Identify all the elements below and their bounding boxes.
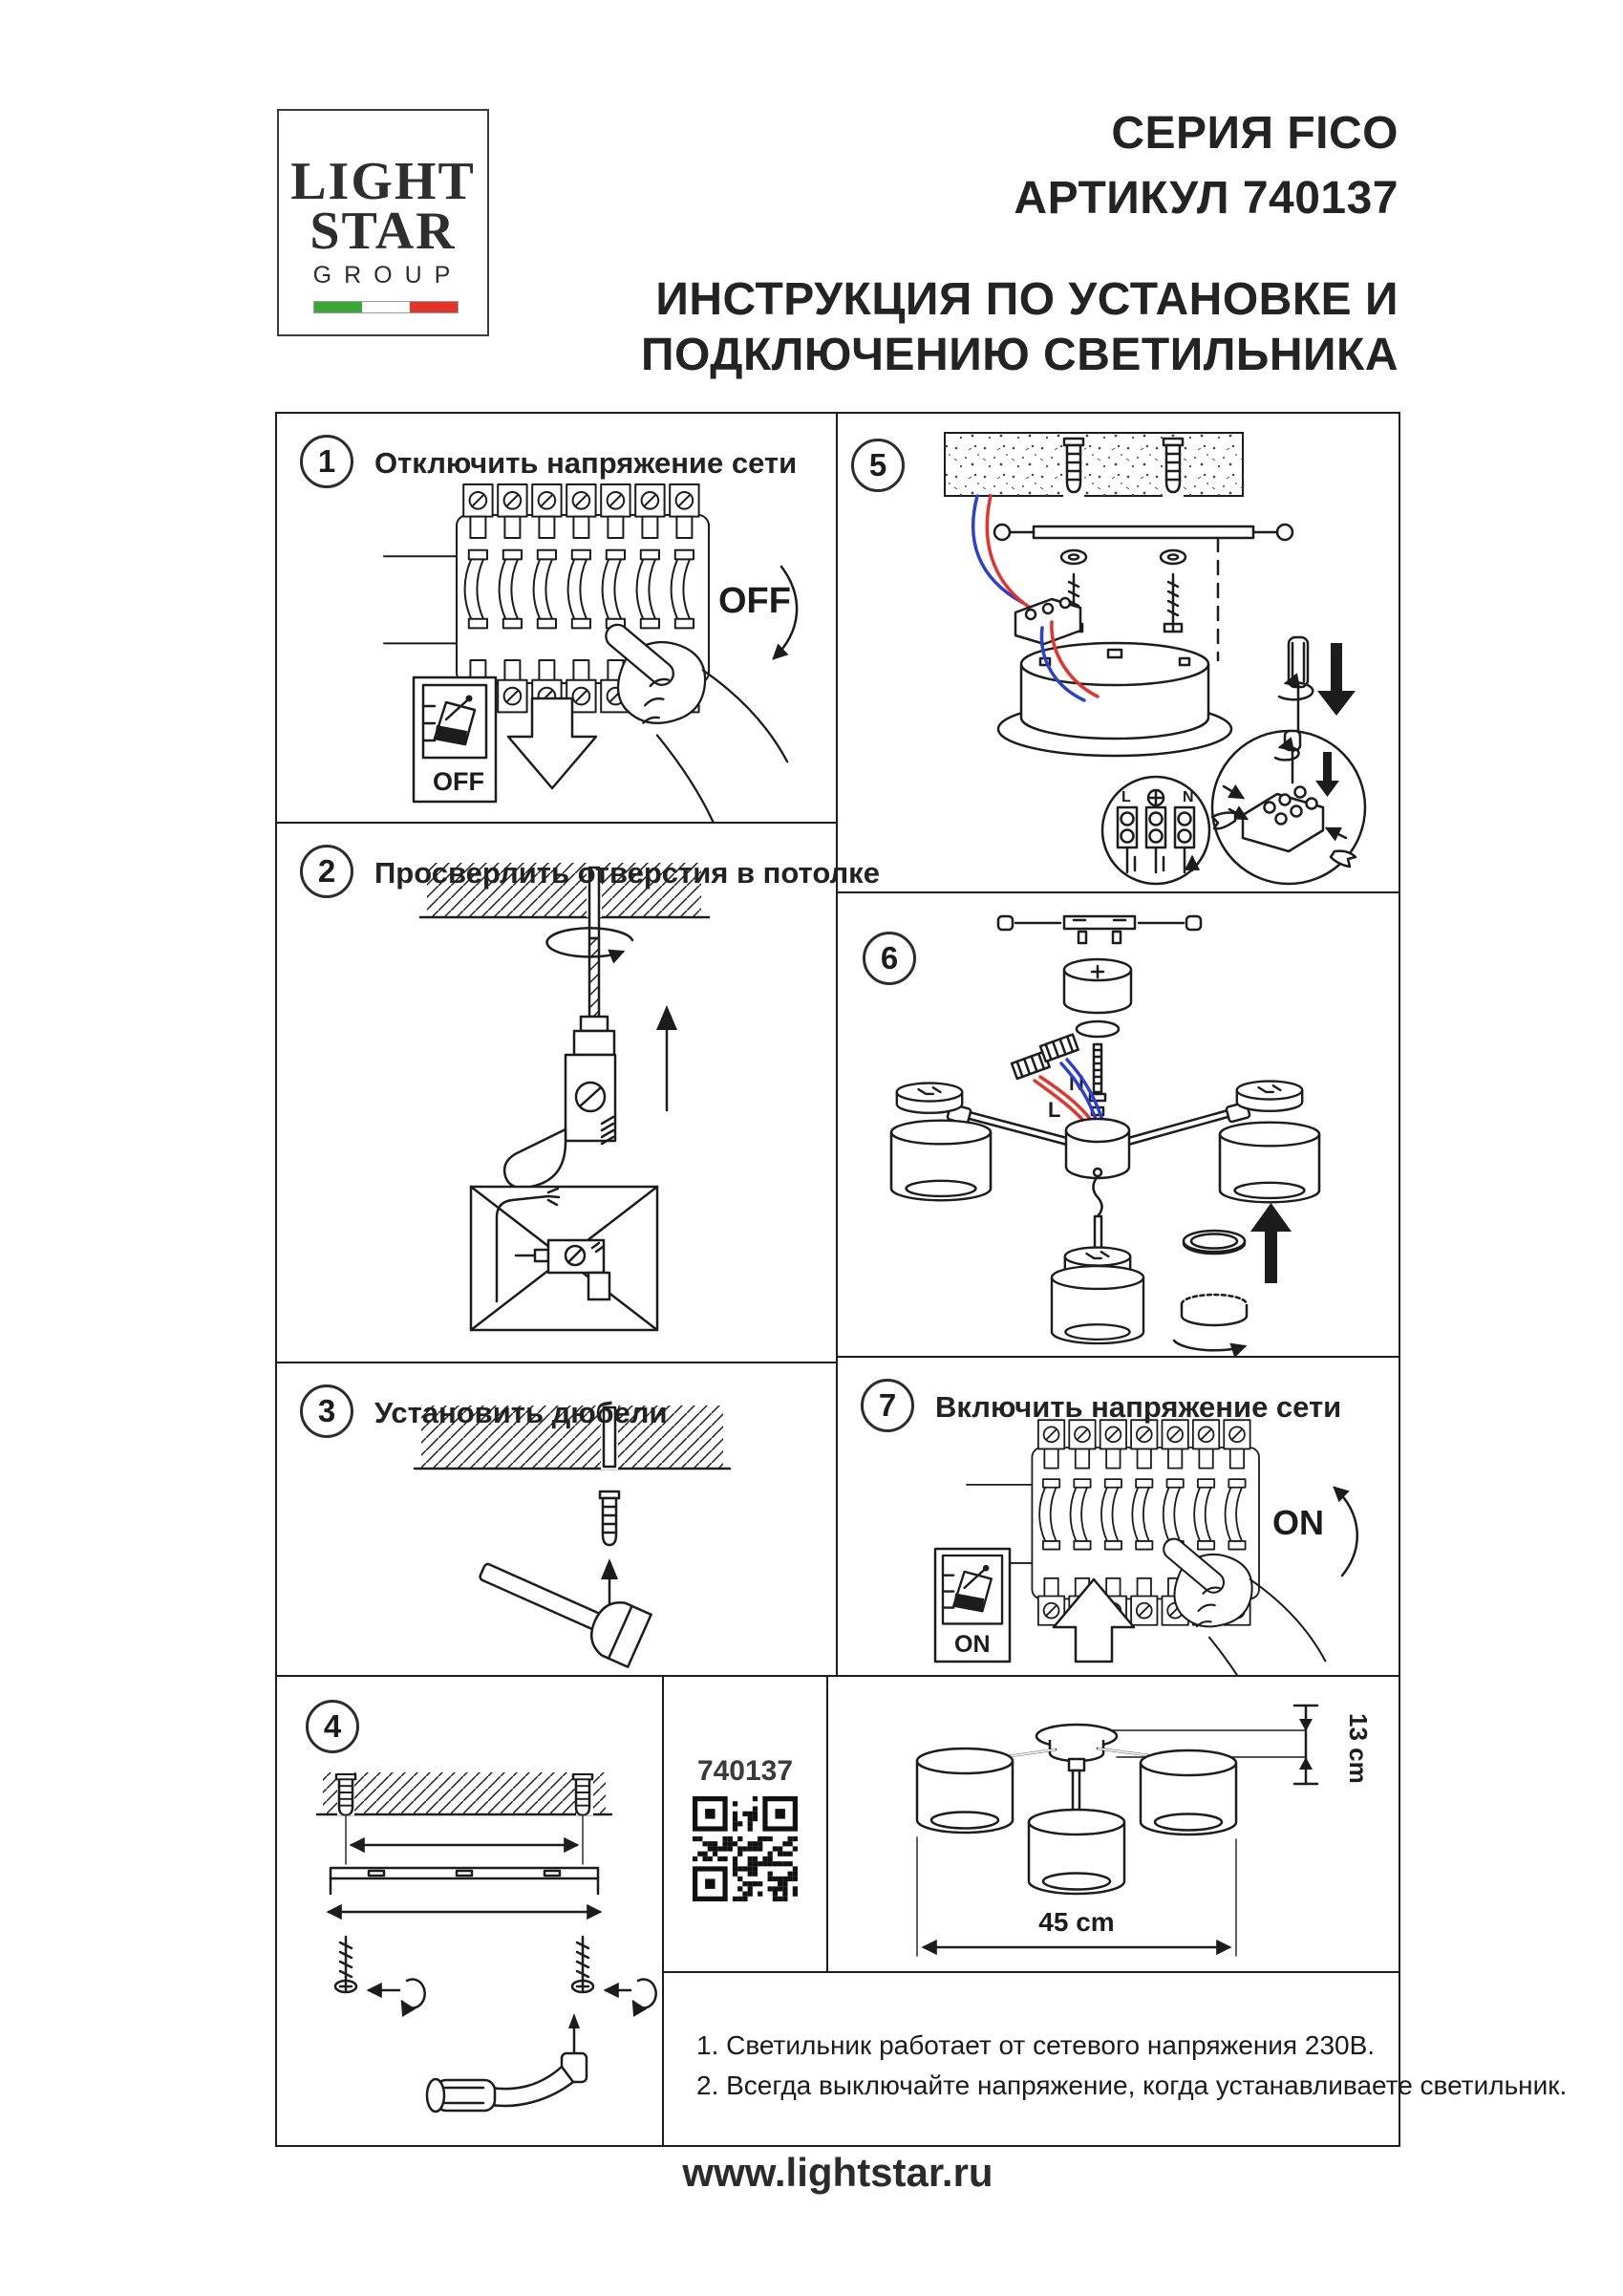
step-6-diagram-assembly	[838, 893, 1399, 1356]
step-title-1: Отключить напряжение сети	[374, 446, 798, 480]
electric-screwdriver-icon	[427, 2013, 587, 2112]
width-label: 45 cm	[1038, 1907, 1115, 1937]
on-switch-icon	[935, 1549, 1010, 1662]
on-switch-label: ON	[954, 1631, 991, 1658]
italian-flag-icon	[313, 301, 459, 313]
mounting-bar-icon	[994, 525, 1292, 564]
series-title: СЕРИЯ FICO	[1111, 108, 1399, 159]
step-number-5: 5	[851, 439, 905, 492]
on-label: ON	[1272, 1503, 1324, 1542]
concrete-ceiling	[945, 433, 1243, 498]
no-drill-near-wires-icon	[471, 1187, 657, 1330]
step-2-diagram-drill	[277, 824, 836, 1362]
up-arrow-icon	[656, 1005, 677, 1110]
rotation-arrow-icon	[1174, 1341, 1245, 1350]
ceiling-hatch	[317, 1771, 611, 1815]
qr-code	[693, 1796, 798, 1901]
step-number-4: 4	[306, 1700, 359, 1753]
off-label: OFF	[718, 581, 791, 621]
canopy-cup-icon	[1064, 959, 1131, 1013]
live-wire	[987, 496, 1035, 611]
off-switch-label: OFF	[433, 767, 484, 796]
diffuser-icon	[1174, 1295, 1247, 1350]
panel-step-2	[275, 822, 880, 1363]
panel-step-6	[836, 891, 1400, 1358]
shade-right	[1220, 1123, 1319, 1203]
qr-article-number: 740137	[696, 1755, 794, 1787]
lamp-drawing	[828, 1677, 1399, 1971]
screw-left-icon	[335, 1937, 425, 2007]
notes-cell	[662, 1971, 1568, 2147]
wire-connectors	[1012, 1035, 1103, 1128]
qr-cell	[662, 1675, 828, 1973]
step-title-7: Включить напряжение сети	[935, 1390, 1342, 1424]
article-number: АРТИКУЛ 740137	[1014, 173, 1399, 224]
screw-right-icon	[1164, 574, 1182, 632]
dowel-icon	[600, 1491, 619, 1545]
height-dimension	[1294, 1706, 1373, 1784]
hammer-icon	[471, 1545, 651, 1667]
height-label: 13 cm	[1344, 1713, 1373, 1784]
logo-group: GROUP	[312, 262, 463, 290]
mounting-bar-icon	[998, 916, 1201, 943]
terminal-inset-large	[1212, 731, 1365, 884]
step-number-1: 1	[300, 435, 353, 488]
mounting-bracket-icon	[331, 1868, 598, 1894]
rotate-up-arrow-icon	[1335, 1488, 1357, 1576]
holder-right	[1237, 1082, 1302, 1111]
holder-left	[897, 1084, 962, 1113]
panel-step-5	[836, 412, 1400, 893]
ring-icon	[1184, 1231, 1245, 1254]
website-url: www.lightstar.ru	[682, 2150, 993, 2195]
lightstar-logo	[277, 109, 489, 336]
doc-title-line1: ИНСТРУКЦИЯ ПО УСТАНОВКЕ И	[655, 274, 1399, 325]
shade-left	[891, 1121, 991, 1201]
step-5-diagram-wiring	[838, 414, 1399, 891]
step-title-2: Просверлить отверстия в потолке	[374, 856, 880, 890]
panel-step-4	[275, 1675, 664, 2147]
terminal-n-label: N	[1183, 789, 1194, 805]
step-title-3: Установить дюбели	[374, 1396, 668, 1429]
wire-l-label: L	[1048, 1098, 1061, 1122]
lamp-dimensions-cell	[826, 1675, 1400, 1973]
step-number-3: 3	[300, 1384, 353, 1438]
logo-light: LIGHT	[290, 152, 476, 211]
panel-step-7	[836, 1356, 1400, 1677]
extension-lines	[346, 1816, 583, 1864]
panel-step-3	[275, 1362, 838, 1677]
note-1: 1. Светильник работает от сетевого напряжения 230В.	[696, 2030, 1376, 2060]
step-number-2: 2	[300, 845, 353, 898]
doc-title-line2: ПОДКЛЮЧЕНИЮ СВЕТИЛЬНИКА	[641, 330, 1399, 380]
center-drop	[1052, 1176, 1143, 1343]
wire-n-label: N	[1069, 1071, 1084, 1095]
step-number-7: 7	[861, 1379, 914, 1432]
screwdriver-icon	[1279, 637, 1356, 740]
terminal-l-label: L	[1121, 789, 1131, 805]
washer-disk	[1077, 1021, 1119, 1037]
note-2: 2. Всегда выключайте напряжение, когда устанавливаете светильник.	[696, 2071, 1568, 2100]
off-switch-icon	[414, 677, 496, 802]
screw-right-icon	[572, 1937, 656, 2007]
canopy-base-icon	[998, 643, 1231, 756]
neutral-wire	[973, 496, 1023, 603]
lamp-icon	[917, 1725, 1306, 1894]
terminal-inset-small	[1102, 777, 1209, 884]
step-number-6: 6	[863, 932, 916, 985]
central-hub-icon	[1066, 1119, 1129, 1178]
panel-step-1	[275, 412, 838, 824]
big-up-arrow-icon	[1250, 1203, 1292, 1283]
logo-star: STAR	[310, 202, 457, 262]
